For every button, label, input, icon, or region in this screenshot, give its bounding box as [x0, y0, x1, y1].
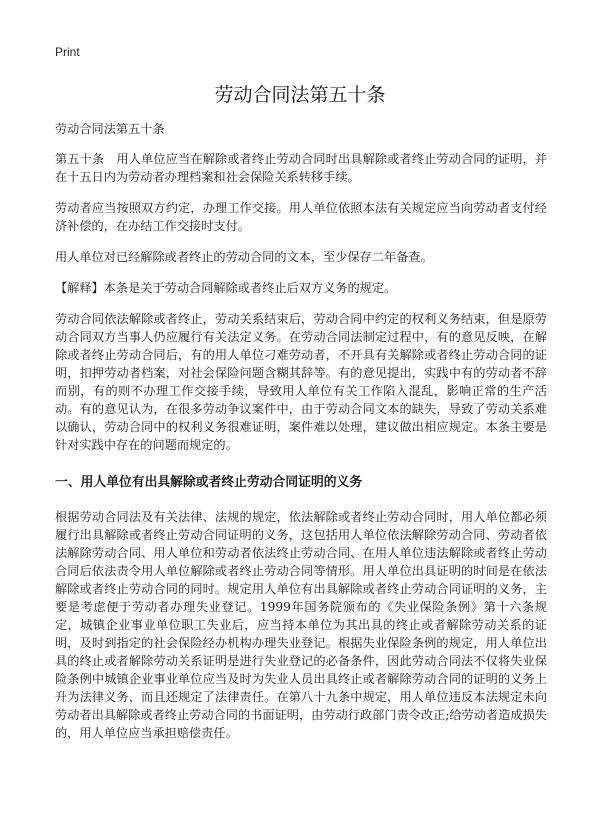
article-subtitle: 劳动合同法第五十条: [55, 122, 165, 136]
print-link[interactable]: Print: [55, 45, 80, 59]
article-body: [55, 120, 547, 742]
paragraph-work-handover: 劳动者应当按照双方约定，办理工作交接。用人单位依照本法有关规定应当向劳动者支付经济补偿的，在办结工作交接时支付。: [55, 201, 547, 233]
paragraph-contract-retention: 用人单位对已经解除或者终止的劳动合同的文本，至少保存二年备查。: [55, 250, 433, 264]
section-paragraph: 根据劳动合同法及有关法律、法规的规定，依法解除或者终止劳动合同时，用人单位都必须履行出具解除或者终止劳动合同证明的义务，这包括用人单位依法解除劳动合同、劳动者依法解除劳动合同、用人单位和劳动者依法终止劳动合同、在用人单位违法解除或者终止劳动合同后依法责令用人单位解除或者终止劳动合同等情形。用人单位出具证明的时间是在依法解除或者终止劳动合同的同时。规定用人单位有出具解除或者终止劳动合同证明的义务，主要是考虑便于劳动者办理失业登记。1999年国务院颁布的《失业保险条例》第十六条规定，城镇企业事业单位职工失业后，应当持本单位为其出具的终止或者解除劳动关系的证明，及时到指定的社会保险经办机构办理失业登记。根据失业保险条例的规定，用人单位出具的终止或者解除劳动关系证明是进行失业登记的必备条件，因此劳动合同法不仅将失业保险条例中城镇企业事业单位应当及时为失业人员出具终止或者解除劳动合同的证明的义务上升为法律义务，而且还规定了法律责任。在第八十九条中规定，用人单位违反本法规定未向劳动者出具解除或者终止劳动合同的书面证明，由劳动行政部门责令改正;给劳动者造成损失的，用人单位应当承担赔偿责任。: [55, 510, 547, 740]
paragraph-explanation: 【解释】本条是关于劳动合同解除或者终止后双方义务的规定。: [55, 281, 397, 295]
section-heading: 一、用人单位有出具解除或者终止劳动合同证明的义务: [55, 475, 363, 490]
page-title: 劳动合同法第五十条: [214, 84, 386, 106]
paragraph-background: 劳动合同依法解除或者终止，劳动关系结束后，劳动合同中约定的权利义务结束，但是原劳动合同双方当事人仍应履行有关法定义务。在劳动合同法制定过程中，有的意见反映，在解除或者终止劳动合同后，有的用人单位刁难劳动者，不开具有关解除或者终止劳动合同的证明，扣押劳动者档案，对社会保险问题含糊其辞等。有的意见提出，实践中有的劳动者不辞而别，有的则不办理工作交接手续，导致用人单位有关工作陷入混乱，影响正常的生产活动。有的意见认为，在很多劳动争议案件中，由于劳动合同文本的缺失，导致了劳动关系难以确认，劳动合同中的权利义务很难证明，案件难以处理，建议做出相应规定。本条主要是针对实践中存在的问题而规定的。: [55, 312, 547, 452]
paragraph-article-50: 第五十条 用人单位应当在解除或者终止劳动合同时出具解除或者终止劳动合同的证明，并在十五日内为劳动者办理档案和社会保险关系转移手续。: [55, 152, 547, 184]
